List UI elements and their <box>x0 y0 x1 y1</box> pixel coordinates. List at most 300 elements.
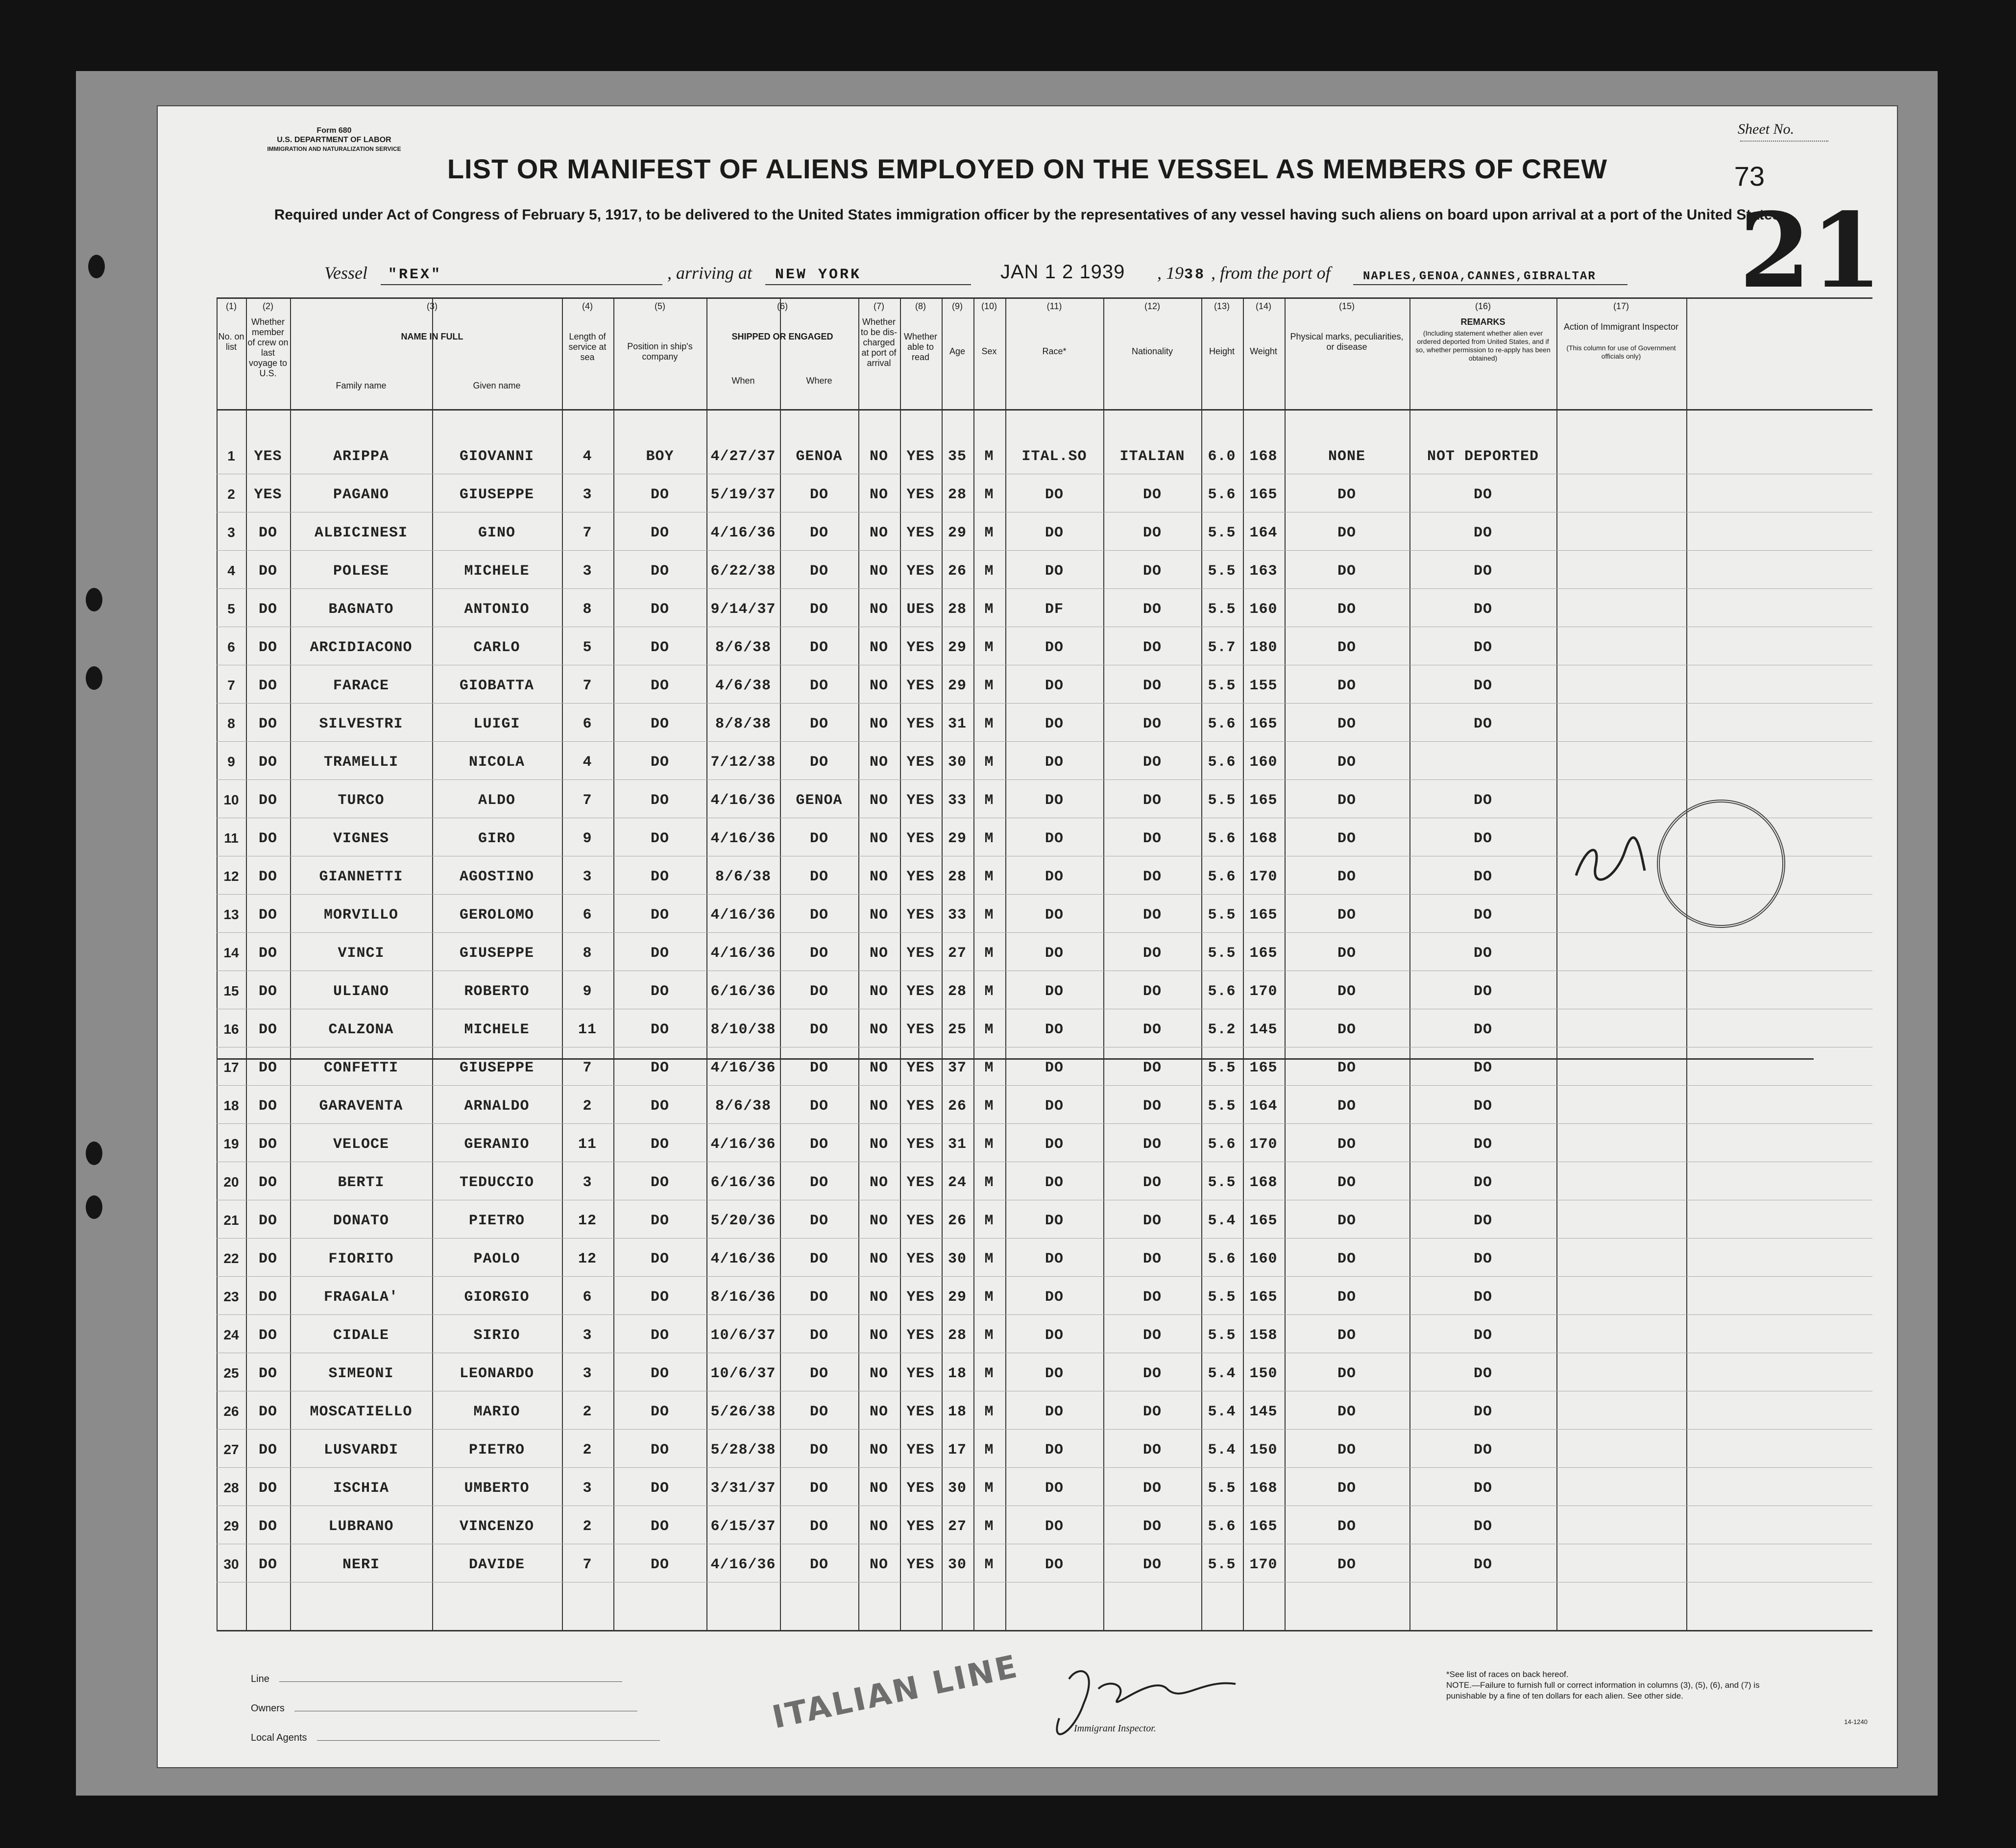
cell-nationality: DO <box>1142 830 1162 847</box>
from-label: , from the port of <box>1211 263 1331 283</box>
cell-age: 24 <box>947 1174 967 1191</box>
cell-race: DO <box>1044 830 1064 847</box>
cell-given: LEONARDO <box>459 1365 534 1382</box>
cell-weight: 150 <box>1249 1442 1278 1459</box>
cell-nationality: DO <box>1142 1480 1162 1497</box>
cell-marks: DO <box>1337 1404 1357 1420</box>
cell-remarks: DO <box>1473 1404 1493 1420</box>
cell-service: 11 <box>578 1136 597 1153</box>
cell-when: 5/19/37 <box>710 486 776 503</box>
cell-age: 26 <box>947 563 967 580</box>
cell-when: 10/6/37 <box>710 1365 776 1382</box>
cell-sex: M <box>984 716 994 732</box>
cell-when: 8/10/38 <box>710 1021 776 1038</box>
cell-remarks: NOT DEPORTED <box>1427 448 1539 465</box>
cell-family: FIORITO <box>328 1251 394 1267</box>
cell-race: DO <box>1044 1365 1064 1382</box>
cell-when: 8/6/38 <box>715 1098 772 1115</box>
cell-read: YES <box>906 448 935 465</box>
cell-remarks: DO <box>1473 1021 1493 1038</box>
cell-position: DO <box>650 601 670 618</box>
cell-discharged: NO <box>869 907 889 924</box>
cell-weight: 145 <box>1249 1404 1278 1420</box>
cell-race: DO <box>1044 1136 1064 1153</box>
cell-age: 25 <box>947 1021 967 1038</box>
footer-fields <box>251 1664 660 1752</box>
cell-prev: DO <box>258 907 278 924</box>
cell-weight: 158 <box>1249 1327 1278 1344</box>
cell-age: 33 <box>947 792 967 809</box>
cell-marks: DO <box>1337 1365 1357 1382</box>
cell-service: 3 <box>583 486 592 503</box>
cell-age: 29 <box>947 678 967 694</box>
cell-where: DO <box>809 1136 829 1153</box>
cell-remarks: DO <box>1473 1327 1493 1344</box>
cell-race: DO <box>1044 1098 1064 1115</box>
cell-prev: DO <box>258 1480 278 1497</box>
cell-prev: DO <box>258 1404 278 1420</box>
cell-when: 7/12/38 <box>710 754 776 771</box>
cell-family: SILVESTRI <box>319 716 403 732</box>
cell-read: YES <box>906 1404 935 1420</box>
cell-weight: 168 <box>1249 448 1278 465</box>
vessel-name: "REX" <box>388 267 442 283</box>
cell-marks: DO <box>1337 563 1357 580</box>
cell-age: 27 <box>947 945 967 962</box>
cell-read: YES <box>906 486 935 503</box>
cell-discharged: NO <box>869 1442 889 1459</box>
cell-race: DO <box>1044 1442 1064 1459</box>
cell-race: DO <box>1044 983 1064 1000</box>
cell-no: 27 <box>223 1442 239 1457</box>
cell-service: 2 <box>583 1404 592 1420</box>
cell-height: 5.5 <box>1208 1289 1236 1306</box>
header-no: No. on list <box>218 332 244 352</box>
cell-no: 17 <box>223 1060 239 1075</box>
cell-age: 28 <box>947 601 967 618</box>
table-row <box>217 1471 1872 1509</box>
cell-family: NERI <box>342 1556 380 1573</box>
cell-nationality: DO <box>1142 486 1162 503</box>
cell-remarks: DO <box>1473 639 1493 656</box>
cell-discharged: NO <box>869 1174 889 1191</box>
cell-family: ISCHIA <box>333 1480 389 1497</box>
cell-read: YES <box>906 1098 935 1115</box>
cell-marks: DO <box>1337 830 1357 847</box>
cell-weight: 163 <box>1249 563 1278 580</box>
cell-sex: M <box>984 639 994 656</box>
cell-prev: DO <box>258 1060 278 1076</box>
cell-prev: DO <box>258 639 278 656</box>
cell-height: 5.6 <box>1208 1251 1236 1267</box>
cell-where: GENOA <box>796 448 843 465</box>
cell-nationality: DO <box>1142 754 1162 771</box>
cell-nationality: DO <box>1142 1136 1162 1153</box>
cell-remarks: DO <box>1473 1365 1493 1382</box>
cell-nationality: DO <box>1142 1518 1162 1535</box>
cell-height: 5.5 <box>1208 601 1236 618</box>
footer-agents-label: Local Agents <box>251 1732 307 1743</box>
cell-family: PAGANO <box>333 486 389 503</box>
cell-nationality: DO <box>1142 1289 1162 1306</box>
cell-no: 21 <box>223 1213 239 1228</box>
cell-sex: M <box>984 678 994 694</box>
cell-discharged: NO <box>869 1480 889 1497</box>
cell-marks: DO <box>1337 869 1357 885</box>
cell-prev: DO <box>258 563 278 580</box>
cell-read: YES <box>906 639 935 656</box>
table-row <box>217 1318 1872 1357</box>
cell-nationality: DO <box>1142 1404 1162 1420</box>
cell-where: DO <box>809 1518 829 1535</box>
cell-age: 35 <box>947 448 967 465</box>
header-previous-voyage: Whether member of crew on last voyage to U.S. <box>247 317 289 378</box>
cell-position: DO <box>650 1518 670 1535</box>
header-weight: Weight <box>1250 346 1277 356</box>
cell-weight: 145 <box>1249 1021 1278 1038</box>
cell-remarks: DO <box>1473 601 1493 618</box>
cell-sex: M <box>984 1556 994 1573</box>
cell-position: DO <box>650 792 670 809</box>
cell-remarks: DO <box>1473 1174 1493 1191</box>
cell-given: DAVIDE <box>468 1556 525 1573</box>
cell-service: 2 <box>583 1518 592 1535</box>
cell-marks: DO <box>1337 983 1357 1000</box>
cell-nationality: DO <box>1142 907 1162 924</box>
cell-service: 2 <box>583 1442 592 1459</box>
cell-race: DO <box>1044 945 1064 962</box>
cell-sex: M <box>984 525 994 541</box>
cell-sex: M <box>984 1136 994 1153</box>
cell-marks: DO <box>1337 1518 1357 1535</box>
vessel-label: Vessel <box>324 263 367 283</box>
table-row <box>217 1280 1872 1318</box>
cell-sex: M <box>984 486 994 503</box>
cell-race: DO <box>1044 639 1064 656</box>
cell-given: CARLO <box>473 639 520 656</box>
cell-service: 4 <box>583 448 592 465</box>
cell-height: 5.5 <box>1208 792 1236 809</box>
cell-race: DO <box>1044 1174 1064 1191</box>
cell-when: 4/16/36 <box>710 525 776 541</box>
cell-weight: 165 <box>1249 1289 1278 1306</box>
cell-race: DO <box>1044 1060 1064 1076</box>
header-action: Action of Immigrant Inspector <box>1563 322 1679 332</box>
cell-where: DO <box>809 1442 829 1459</box>
cell-weight: 165 <box>1249 486 1278 503</box>
cell-sex: M <box>984 1442 994 1459</box>
cell-nationality: DO <box>1142 869 1162 885</box>
cell-when: 8/6/38 <box>715 869 772 885</box>
cell-discharged: NO <box>869 525 889 541</box>
italian-line-stamp: ITALIAN LINE <box>769 1648 1022 1736</box>
cell-sex: M <box>984 1060 994 1076</box>
cell-remarks: DO <box>1473 1251 1493 1267</box>
cell-remarks: DO <box>1473 678 1493 694</box>
cell-where: DO <box>809 1404 829 1420</box>
cell-no: 30 <box>223 1556 239 1572</box>
cell-height: 5.6 <box>1208 1136 1236 1153</box>
cell-marks: DO <box>1337 1213 1357 1229</box>
table-row <box>217 439 1872 478</box>
header-given-name: Given name <box>473 381 521 390</box>
cell-discharged: NO <box>869 945 889 962</box>
cell-age: 26 <box>947 1213 967 1229</box>
cell-discharged: NO <box>869 601 889 618</box>
cell-prev: YES <box>254 448 282 465</box>
header-when: When <box>731 376 755 386</box>
cell-sex: M <box>984 601 994 618</box>
cell-height: 5.6 <box>1208 486 1236 503</box>
cell-age: 17 <box>947 1442 967 1459</box>
races-note: *See list of races on back hereof. <box>1446 1670 1569 1679</box>
cell-given: GIUSEPPE <box>459 486 534 503</box>
cell-prev: DO <box>258 945 278 962</box>
cell-when: 5/26/38 <box>710 1404 776 1420</box>
cell-height: 5.5 <box>1208 563 1236 580</box>
cell-read: YES <box>906 830 935 847</box>
cell-service: 12 <box>578 1251 597 1267</box>
cell-race: DO <box>1044 1251 1064 1267</box>
cell-read: YES <box>906 1518 935 1535</box>
cell-position: DO <box>650 639 670 656</box>
cell-weight: 165 <box>1249 1518 1278 1535</box>
cell-when: 10/6/37 <box>710 1327 776 1344</box>
stamped-number: 21 <box>1739 190 1882 311</box>
cell-race: DO <box>1044 525 1064 541</box>
cell-where: DO <box>809 486 829 503</box>
cell-nationality: DO <box>1142 1251 1162 1267</box>
cell-discharged: NO <box>869 1365 889 1382</box>
cell-height: 5.5 <box>1208 1098 1236 1115</box>
cell-given: ARNALDO <box>464 1098 530 1115</box>
form-code: 14-1240 <box>1844 1718 1868 1726</box>
table-row <box>217 1433 1872 1471</box>
cell-read: YES <box>906 1365 935 1382</box>
cell-read: YES <box>906 1442 935 1459</box>
cell-read: YES <box>906 1251 935 1267</box>
cell-given: AGOSTINO <box>459 869 534 885</box>
cell-weight: 165 <box>1249 945 1278 962</box>
cell-nationality: DO <box>1142 1098 1162 1115</box>
cell-no: 10 <box>223 792 239 807</box>
from-underline <box>1353 284 1627 285</box>
cell-height: 5.5 <box>1208 907 1236 924</box>
cell-family: CIDALE <box>333 1327 389 1344</box>
cell-weight: 160 <box>1249 601 1278 618</box>
penalty-note: NOTE.—Failure to furnish full or correct information in columns (3), (5), (6), and (7) is punishable by a fine of ten dollars for each alien. See other side. <box>1446 1680 1760 1701</box>
cell-discharged: NO <box>869 1136 889 1153</box>
cell-read: YES <box>906 1289 935 1306</box>
cell-marks: DO <box>1337 678 1357 694</box>
cell-remarks: DO <box>1473 1213 1493 1229</box>
cell-service: 9 <box>583 983 592 1000</box>
cell-age: 28 <box>947 869 967 885</box>
cell-family: TURCO <box>338 792 385 809</box>
cell-read: YES <box>906 716 935 732</box>
cell-no: 18 <box>223 1098 239 1113</box>
cell-service: 11 <box>578 1021 597 1038</box>
cell-family: SIMEONI <box>328 1365 394 1382</box>
cell-service: 5 <box>583 639 592 656</box>
cell-where: DO <box>809 1251 829 1267</box>
cell-race: DO <box>1044 1518 1064 1535</box>
table-row <box>217 1013 1872 1051</box>
table-row <box>217 554 1872 592</box>
cell-race: DO <box>1044 716 1064 732</box>
cell-discharged: NO <box>869 869 889 885</box>
consulate-seal <box>1657 800 1785 928</box>
table-row <box>217 707 1872 745</box>
table-row <box>217 1509 1872 1548</box>
cell-where: DO <box>809 983 829 1000</box>
cell-weight: 170 <box>1249 869 1278 885</box>
cell-given: GIRO <box>478 830 516 847</box>
cell-when: 6/16/36 <box>710 983 776 1000</box>
cell-height: 5.5 <box>1208 1327 1236 1344</box>
cell-no: 25 <box>223 1365 239 1381</box>
arriving-label: , arriving at <box>667 263 753 283</box>
cell-family: MOSCATIELLO <box>310 1404 413 1420</box>
cell-given: ALDO <box>478 792 516 809</box>
table-row <box>217 974 1872 1013</box>
cell-height: 6.0 <box>1208 448 1236 465</box>
cell-discharged: NO <box>869 1518 889 1535</box>
cell-service: 6 <box>583 907 592 924</box>
cell-when: 5/20/36 <box>710 1213 776 1229</box>
cell-given: GIOVANNI <box>459 448 534 465</box>
cell-nationality: DO <box>1142 563 1162 580</box>
cell-discharged: NO <box>869 1327 889 1344</box>
cell-read: YES <box>906 1213 935 1229</box>
cell-weight: 150 <box>1249 1365 1278 1382</box>
cell-read: YES <box>906 792 935 809</box>
cell-sex: M <box>984 1289 994 1306</box>
cell-position: DO <box>650 1021 670 1038</box>
cell-service: 8 <box>583 945 592 962</box>
cell-height: 5.5 <box>1208 1480 1236 1497</box>
cell-when: 9/14/37 <box>710 601 776 618</box>
cell-family: LUBRANO <box>328 1518 394 1535</box>
table-row <box>217 669 1872 707</box>
cell-where: DO <box>809 1174 829 1191</box>
cell-no: 20 <box>223 1174 239 1190</box>
cell-given: MICHELE <box>464 563 530 580</box>
header-discharged: Whether to be dis-charged at port of arrival <box>860 317 898 368</box>
header-marks: Physical marks, peculiarities, or disease <box>1290 332 1404 352</box>
cell-prev: DO <box>258 830 278 847</box>
cell-prev: DO <box>258 792 278 809</box>
cell-sex: M <box>984 448 994 465</box>
cell-discharged: NO <box>869 754 889 771</box>
cell-given: GIOBATTA <box>459 678 534 694</box>
cell-height: 5.5 <box>1208 525 1236 541</box>
cell-read: YES <box>906 983 935 1000</box>
cell-when: 5/28/38 <box>710 1442 776 1459</box>
cell-position: DO <box>650 525 670 541</box>
cell-no: 28 <box>223 1480 239 1495</box>
cell-prev: DO <box>258 1289 278 1306</box>
cell-service: 6 <box>583 1289 592 1306</box>
cell-remarks: DO <box>1473 1442 1493 1459</box>
header-shipped: SHIPPED OR ENGAGED <box>731 332 833 341</box>
header-height: Height <box>1209 346 1235 356</box>
table-row <box>217 1548 1872 1586</box>
cell-where: DO <box>809 830 829 847</box>
cell-nationality: DO <box>1142 1174 1162 1191</box>
cell-read: YES <box>906 1174 935 1191</box>
cell-where: DO <box>809 1021 829 1038</box>
cell-prev: DO <box>258 1365 278 1382</box>
cell-family: ARCIDIACONO <box>310 639 413 656</box>
cell-when: 6/22/38 <box>710 563 776 580</box>
cell-age: 18 <box>947 1365 967 1382</box>
cell-no: 3 <box>227 525 235 540</box>
cell-age: 29 <box>947 830 967 847</box>
cell-race: DO <box>1044 754 1064 771</box>
cell-no: 8 <box>227 716 235 731</box>
cell-weight: 165 <box>1249 792 1278 809</box>
cell-sex: M <box>984 983 994 1000</box>
cell-remarks: DO <box>1473 983 1493 1000</box>
cell-nationality: DO <box>1142 945 1162 962</box>
cell-remarks: DO <box>1473 1136 1493 1153</box>
cell-sex: M <box>984 1404 994 1420</box>
cell-marks: DO <box>1337 1136 1357 1153</box>
header-name: NAME IN FULL <box>401 332 463 341</box>
cell-when: 8/6/38 <box>715 639 772 656</box>
cell-remarks: DO <box>1473 716 1493 732</box>
cell-race: ITAL.SO <box>1021 448 1087 465</box>
cell-where: DO <box>809 1327 829 1344</box>
inspector-label: Immigrant Inspector. <box>1074 1723 1156 1734</box>
cell-when: 4/16/36 <box>710 830 776 847</box>
cell-height: 5.4 <box>1208 1442 1236 1459</box>
cell-discharged: NO <box>869 1251 889 1267</box>
cell-nationality: DO <box>1142 1365 1162 1382</box>
cell-sex: M <box>984 1174 994 1191</box>
cell-no: 11 <box>224 830 239 846</box>
cell-when: 4/16/36 <box>710 1060 776 1076</box>
cell-height: 5.5 <box>1208 945 1236 962</box>
cell-nationality: DO <box>1142 1442 1162 1459</box>
cell-remarks: DO <box>1473 1480 1493 1497</box>
cell-prev: YES <box>254 486 282 503</box>
cell-age: 30 <box>947 1556 967 1573</box>
cell-no: 16 <box>223 1021 239 1037</box>
cell-family: BAGNATO <box>328 601 394 618</box>
cell-height: 5.5 <box>1208 1060 1236 1076</box>
cell-family: ALBICINESI <box>314 525 408 541</box>
cell-weight: 170 <box>1249 983 1278 1000</box>
form-number: Form 680 <box>316 126 352 135</box>
cell-when: 4/6/38 <box>715 678 772 694</box>
cell-remarks: DO <box>1473 792 1493 809</box>
cell-discharged: NO <box>869 983 889 1000</box>
cell-age: 30 <box>947 1251 967 1267</box>
cell-family: POLESE <box>333 563 389 580</box>
cell-no: 24 <box>223 1327 239 1342</box>
cell-given: ROBERTO <box>464 983 530 1000</box>
cell-given: GERANIO <box>464 1136 530 1153</box>
cell-nationality: DO <box>1142 678 1162 694</box>
cell-discharged: NO <box>869 1404 889 1420</box>
cell-marks: DO <box>1337 601 1357 618</box>
page-subtitle: Required under Act of Congress of February 5, 1917, to be delivered to the United States immigration officer by the representatives of any vessel having such aliens on board upon arrival at a port of the United States <box>274 207 1781 223</box>
year-label: , 19 <box>1157 263 1184 283</box>
cell-where: DO <box>809 678 829 694</box>
cell-nationality: ITALIAN <box>1119 448 1185 465</box>
